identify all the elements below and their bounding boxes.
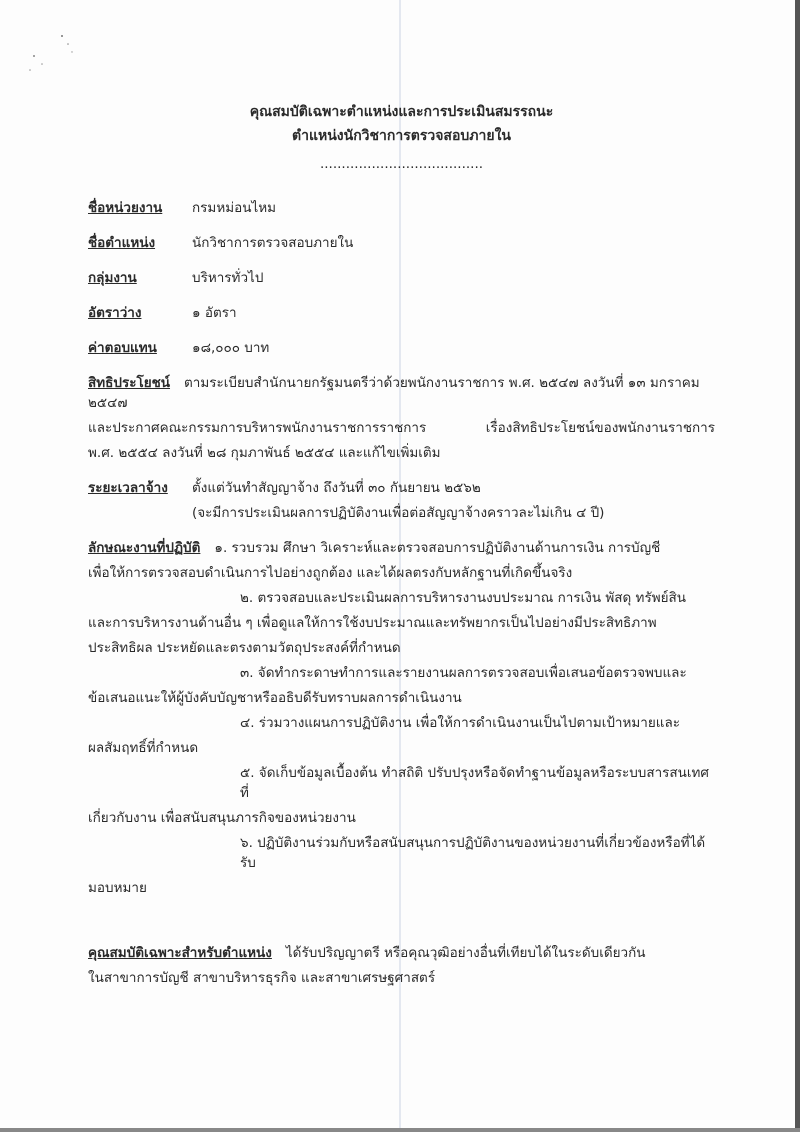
period-label: ระยะเวลาจ้าง <box>88 480 168 496</box>
group-row <box>88 268 715 288</box>
agency-row <box>88 198 715 218</box>
duty-line: เพื่อให้การตรวจสอบดำเนินการไปอย่างถูกต้อง และได้ผลตรงกับหลักฐานที่เกิดขึ้นจริง <box>88 565 573 581</box>
period-line: ตั้งแต่วันทำสัญญาจ้าง ถึงวันที่ ๓๐ กันยายน ๒๕๖๒ <box>192 480 481 496</box>
spacer <box>88 903 715 923</box>
document-subtitle: ตำแหน่งนักวิชาการตรวจสอบภายใน <box>292 128 511 144</box>
position-row <box>88 233 715 253</box>
benefits-first-row <box>88 373 715 413</box>
duty-line: ๖. ปฏิบัติงานร่วมกับหรือสนับสนุนการปฏิบัติงานของหน่วยงานที่เกี่ยวข้องหรือที่ได้รับ <box>240 835 706 871</box>
qualification-label: คุณสมบัติเฉพาะสำหรับตำแหน่ง <box>88 945 272 961</box>
benefits-label: สิทธิประโยชน์ <box>88 375 171 391</box>
group-label: กลุ่มงาน <box>88 270 137 286</box>
vacancy-value: ๑ อัตรา <box>192 305 237 321</box>
position-label: ชื่อตำแหน่ง <box>88 235 156 251</box>
duty-line: ๑. รวบรวม ศึกษา วิเคราะห์และตรวจสอบการปฏิบัติงานด้านการเงิน การบัญชี <box>214 540 661 556</box>
duty-line: มอบหมาย <box>88 880 147 896</box>
agency-value: กรมหม่อนไหม <box>192 200 277 216</box>
benefits-line: พ.ศ. ๒๕๕๔ ลงวันที่ ๒๘ กุมภาพันธ์ ๒๕๕๔ และแก้ไขเพิ่มเติม <box>88 445 441 461</box>
duty-line: ข้อเสนอแนะให้ผู้บังคับบัญชาหรืออธิบดีรับทราบผลการดำเนินงาน <box>88 690 462 706</box>
spacer <box>88 923 715 943</box>
duty-line: ประสิทธิผล ประหยัดและตรงตามวัตถุประสงค์ที่กำหนด <box>88 640 401 656</box>
document-body <box>88 100 715 993</box>
period-first-row <box>88 478 715 498</box>
duty-line: เกี่ยวกับงาน เพื่อสนับสนุนภารกิจของหน่วยงาน <box>88 810 356 826</box>
title-divider: ...................................... <box>319 156 484 172</box>
duty-line: และการบริหารงานด้านอื่น ๆ เพื่อดูแลให้การใช้งบประมาณและทรัพยากรเป็นไปอย่างมีประสิทธิภาพ <box>88 615 657 631</box>
qualification-line: ได้รับปริญญาตรี หรือคุณวุฒิอย่างอื่นที่เทียบได้ในระดับเดียวกัน <box>285 945 646 961</box>
period-line: (จะมีการประเมินผลการปฏิบัติงานเพื่อต่อสัญญาจ้างคราวละไม่เกิน ๔ ปี) <box>192 505 605 521</box>
duty-line: ๒. ตรวจสอบและประเมินผลการบริหารงานงบประมาณ การเงิน พัสดุ ทรัพย์สิน <box>240 590 686 606</box>
qualification-line: ในสาขาการบัญชี สาขาบริหารธุรกิจ และสาขาเศรษฐศาสตร์ <box>88 970 436 986</box>
benefits-line: และประกาศคณะกรรมการบริหารพนักงานราชการราชการ เรื่องสิทธิประโยชน์ของพนักงานราชการ <box>88 420 715 436</box>
salary-row <box>88 338 715 358</box>
vacancy-label: อัตราว่าง <box>88 305 142 321</box>
position-value: นักวิชาการตรวจสอบภายใน <box>192 235 354 251</box>
scan-edge <box>795 0 800 1132</box>
benefits-line: ตามระเบียบสำนักนายกรัฐมนตรีว่าด้วยพนักงานราชการ พ.ศ. ๒๕๔๗ ลงวันที่ ๑๓ มกราคม ๒๕๔๗ <box>88 375 700 411</box>
agency-label: ชื่อหน่วยงาน <box>88 200 163 216</box>
document-title: คุณสมบัติเฉพาะตำแหน่งและการประเมินสมรรถนะ <box>249 104 554 120</box>
duty-line: ๔. ร่วมวางแผนการปฏิบัติงาน เพื่อให้การดำเนินงานเป็นไปตามเป้าหมายและ <box>240 715 681 731</box>
salary-value: ๑๘,๐๐๐ บาท <box>192 340 270 356</box>
vacancy-row <box>88 303 715 323</box>
group-value: บริหารทั่วไป <box>192 270 264 286</box>
duty-line: ๓. จัดทำกระดาษทำการและรายงานผลการตรวจสอบเพื่อเสนอข้อตรวจพบและ <box>240 665 687 681</box>
duties-label: ลักษณะงานที่ปฏิบัติ <box>88 540 201 556</box>
salary-label: ค่าตอบแทน <box>88 340 157 356</box>
duty-line: ผลสัมฤทธิ์ที่กำหนด <box>88 740 199 756</box>
scan-bottom-edge <box>0 1128 800 1132</box>
scan-specks <box>22 30 82 80</box>
duty-line: ๕. จัดเก็บข้อมูลเบื้องต้น ทำสถิติ ปรับปรุงหรือจัดทำฐานข้อมูลหรือระบบสารสนเทศที่ <box>240 765 709 801</box>
qualification-first-row <box>88 943 715 963</box>
duties-first-row <box>88 538 715 558</box>
